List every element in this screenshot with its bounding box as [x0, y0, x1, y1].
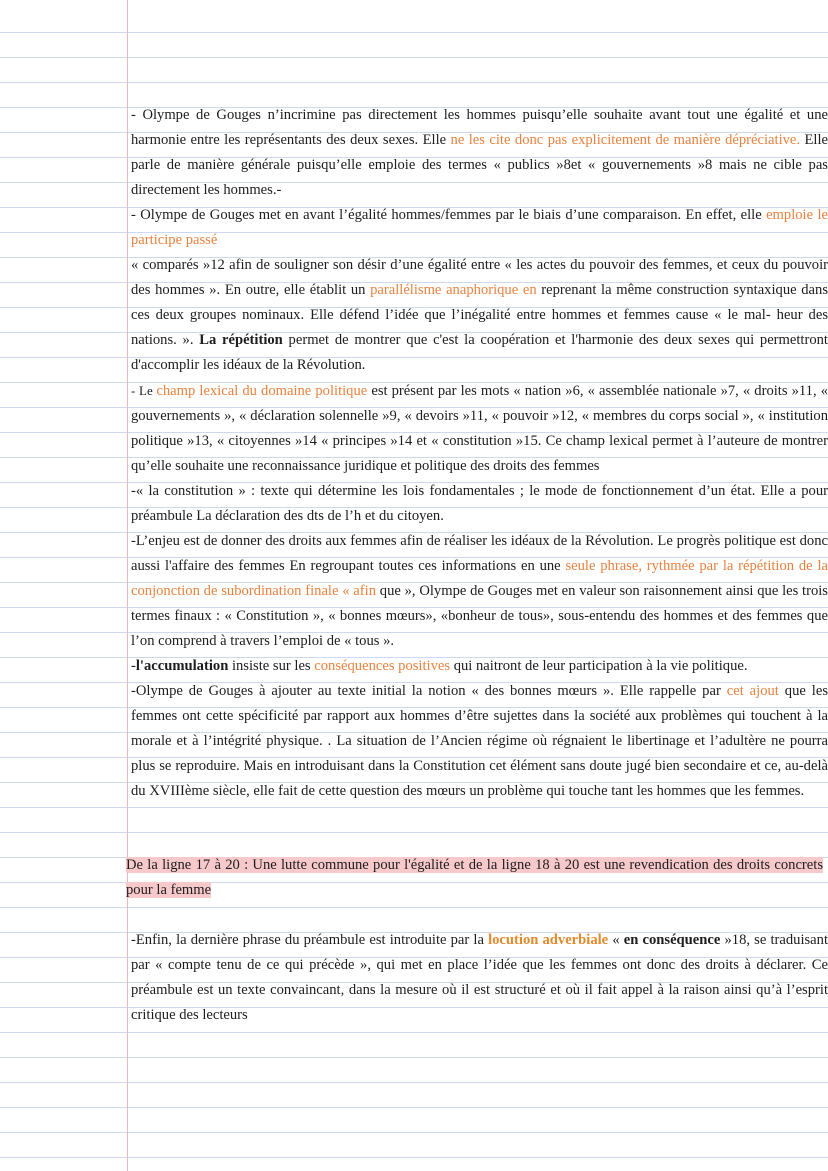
highlighted-text: locution adverbiale — [488, 932, 609, 948]
highlighted-text: conséquences positives — [314, 658, 451, 674]
bold-text: l'accumulation — [135, 658, 229, 674]
text-run: que les femmes ont cette spécificité par rapport aux hommes d’être sujettes dans la société aux problèmes qui touchent à la morale et à l’intégrité physique. . La situation de l’Ancien régime où régnaient le libertinage et l’adultère ne pourra plus se reproduire. Mais en introduisant dans la Constitution cet élément sans doute jugé bien secondaire et ce, au-delà du XVIIIème siècle, elle fait de cette question des mœurs un problème qui touche tant les hommes que les femmes. — [131, 683, 828, 799]
text-run: qui naitront de leur participation à la vie politique. — [450, 658, 748, 674]
highlighted-text: emploie le participe passé — [131, 207, 828, 248]
text-run: que », Olympe de Gouges met en valeur son raisonnement ainsi que les trois termes finaux : « Constitution », « bonnes mœurs», «bonheur de tous», sous-entendu des hommes et des femmes que l’on comprend à travers l’emploi de « tous ». — [131, 583, 828, 649]
text-run: reprenant la même construction syntaxique dans ces deux groupes nominaux. Elle défend l’idée que l’inégalité entre hommes et femmes cause « le mal- heur des nations. ». — [131, 282, 828, 348]
paragraph — [131, 103, 828, 203]
section-heading-text: De la ligne 17 à 20 : Une lutte commune pour l'égalité et de la ligne 18 à 20 est une revendication des droits concrets pour la femme — [126, 857, 823, 898]
text-run: »18, se traduisant par « compte tenu de ce qui précède », qui met en place l’idée que les femmes ont donc des droits à déclarer. Ce préambule est un texte convaincant, dans la mesure où il est structuré et où il fait appel à la raison ainsi qu’à l’esprit critique des lecteurs — [131, 932, 828, 1023]
paragraph — [131, 529, 828, 654]
text-run: permet de montrer que c'est la coopération et l'harmonie des deux sexes qui permettront d'accomplir les idéaux de la Révolution. — [131, 332, 828, 373]
paragraph — [131, 654, 828, 679]
highlighted-text: champ lexical du domaine politique — [156, 383, 368, 399]
highlighted-text: cet ajout — [726, 683, 779, 699]
text-run: - — [131, 658, 136, 674]
text-run: - Olympe de Gouges n’incrimine pas directement les hommes puisqu’elle souhaite avant tout une égalité et une harmonie entre les représentants des deux sexes. Elle — [131, 107, 828, 148]
text-run: insiste sur les — [228, 658, 315, 674]
highlighted-text: ne les cite donc pas explicitement de manière dépréciative. — [450, 132, 801, 148]
bold-text: en conséquence — [623, 932, 721, 948]
section-heading — [126, 853, 823, 903]
text-run: - Le — [131, 383, 157, 398]
notes-content — [126, 103, 828, 1028]
text-run: « comparés »12 afin de souligner son désir d’une égalité entre « les actes du pouvoir des femmes, et ceux du pouvoir des hommes ». En outre, elle établit un — [131, 257, 828, 298]
text-run: - Olympe de Gouges met en avant l’égalité hommes/femmes par le biais d’une comparaison. En effet, elle — [131, 207, 767, 223]
text-run: « — [608, 932, 624, 948]
paragraph — [131, 203, 828, 253]
paragraph — [131, 378, 828, 479]
spacer — [131, 903, 828, 928]
conclusion-paragraph — [131, 928, 828, 1028]
paragraph — [131, 679, 828, 804]
highlighted-text: seule phrase, rythmée par la répétition de la conjonction de subordination finale « afin — [131, 558, 828, 599]
analysis-paragraphs — [131, 103, 828, 804]
text-run: est présent par les mots « nation »6, « assemblée nationale »7, « droits »11, « gouvernements », « déclaration solennelle »9, « devoirs »11, « pouvoir »12, « membres du corps social », « institution politique »13, « citoyennes »14 « principes »14 et « constitution »15. Ce champ lexical permet à l’auteure de montrer qu’elle souhaite une reconnaissance juridique et politique des droits des femmes — [131, 383, 828, 474]
paragraph — [131, 479, 828, 529]
text-run: -« la constitution » : texte qui détermine les lois fondamentales ; le mode de fonctionnement d’un état. Elle a pour préambule La déclaration des dts de l’h et du citoyen. — [131, 483, 828, 524]
text-run: Elle parle de manière générale puisqu’elle emploie des termes « publics »8et « gouvernements »8 mais ne cible pas directement les hommes.- — [131, 132, 828, 198]
text-run: -Enfin, la dernière phrase du préambule est introduite par la — [131, 932, 489, 948]
margin-line — [127, 0, 128, 1171]
bold-text: La répétition — [199, 332, 283, 348]
spacer — [131, 804, 828, 853]
highlighted-text: parallélisme anaphorique en — [370, 282, 537, 298]
text-run: -L’enjeu est de donner des droits aux femmes afin de réaliser les idéaux de la Révolution. Le progrès politique est donc aussi l'affaire des femmes En regroupant toutes ces informations en une — [131, 533, 828, 574]
paragraph — [131, 253, 828, 378]
text-run: -Olympe de Gouges à ajouter au texte initial la notion « des bonnes mœurs ». Elle rappelle par — [131, 683, 727, 699]
